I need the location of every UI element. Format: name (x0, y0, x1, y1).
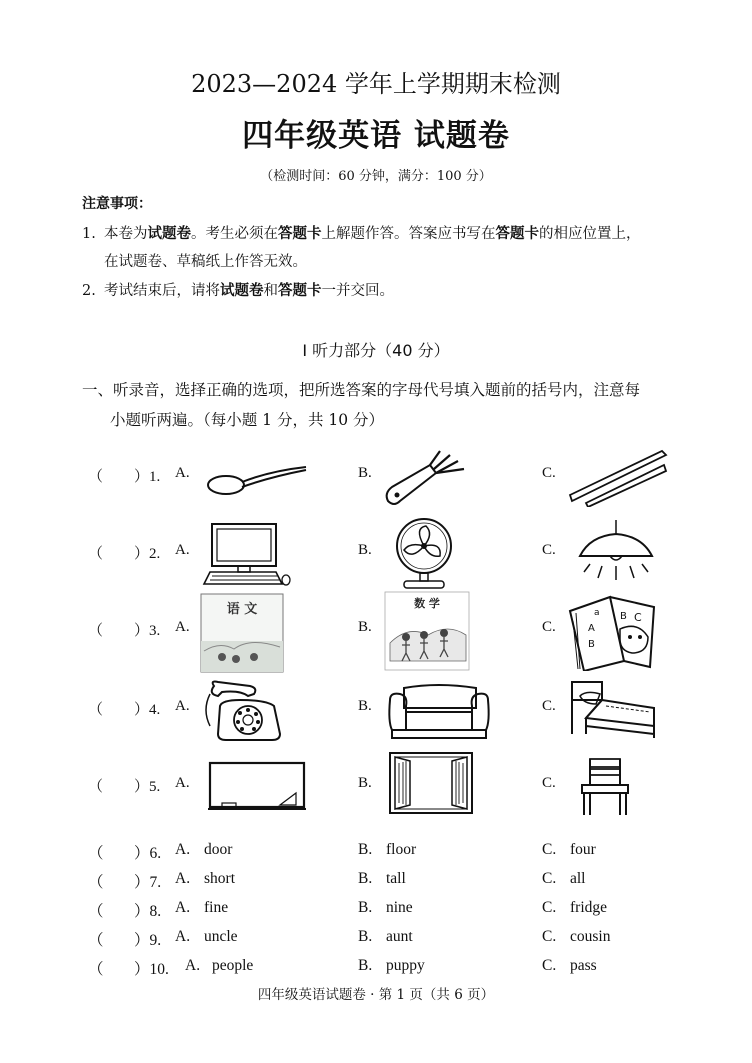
question-number: ）4. (134, 702, 161, 718)
answer-paren[interactable]: （ (88, 903, 104, 920)
notice-text: 一并交回。 (321, 283, 394, 299)
chair-icon (574, 755, 636, 819)
notice-item-2 (82, 277, 394, 305)
paper-title: 四年级英语 试题卷 (242, 118, 510, 154)
option-b-text: floor (386, 841, 417, 858)
svg-text:B: B (588, 639, 595, 650)
part1-instruction-line2: 小题听两遍。（每小题 1 分，共 10 分） (110, 411, 385, 429)
question-number: ）8. (134, 903, 162, 920)
option-c-label: C. (542, 698, 556, 714)
question-row-5 (0, 745, 752, 825)
option-b-text: tall (386, 870, 406, 887)
option-c-text: fridge (570, 899, 608, 916)
spoon-icon (200, 449, 312, 509)
question-row-7 (0, 870, 752, 894)
lamp-icon (570, 520, 662, 584)
notice-bold: 答题卡 (278, 225, 322, 242)
notice-text: 。考生必须在 (191, 226, 278, 242)
question-number: ）7. (134, 874, 162, 891)
svg-text:a: a (594, 608, 600, 618)
option-c-label: C. (542, 542, 556, 558)
option-a-label: A. (175, 870, 191, 887)
notice-bold: 答题卡 (495, 225, 539, 242)
notice-heading: 注意事项： (82, 196, 152, 212)
option-a-label: A. (175, 542, 190, 558)
option-a-label: A. (175, 698, 190, 714)
blackboard-icon (206, 761, 308, 813)
option-a-label: A. (185, 957, 201, 974)
svg-text:A: A (588, 623, 595, 634)
question-number: ）6. (134, 845, 162, 862)
notice-bold: 试题卷 (147, 225, 191, 242)
option-b-label: B. (358, 542, 372, 558)
option-b-label: B. (358, 698, 372, 714)
option-c-text: pass (570, 957, 597, 974)
fan-icon (386, 516, 462, 590)
option-c-text: four (570, 841, 596, 858)
question-row-2 (0, 514, 752, 594)
notice-text: 本卷为 (104, 226, 148, 242)
question-row-6 (0, 841, 752, 865)
question-number: ）1. (134, 469, 161, 485)
option-a-label: A. (175, 465, 190, 481)
question-row-8 (0, 899, 752, 923)
computer-icon (200, 520, 292, 588)
option-a-label: A. (175, 619, 190, 635)
window-icon (388, 751, 474, 815)
question-number: ）5. (134, 779, 161, 795)
option-b-label: B. (358, 775, 372, 791)
bed-icon (566, 678, 658, 742)
notice-item-1 (82, 220, 641, 248)
option-a-label: A. (175, 899, 191, 916)
option-a-text: people (212, 957, 254, 974)
option-a-text: uncle (204, 928, 238, 945)
option-b-label: B. (358, 957, 373, 974)
option-b-text: puppy (386, 957, 425, 974)
math-book-icon (384, 591, 470, 671)
book-title: 数 学 (414, 597, 440, 610)
option-b-label: B. (358, 870, 373, 887)
question-number: ）3. (134, 623, 161, 639)
option-b-label: B. (358, 465, 372, 481)
exam-title: 2023—2024 学年上学期期末检测 (191, 70, 561, 98)
question-row-10 (0, 957, 752, 981)
answer-paren[interactable]: （ (88, 961, 104, 978)
question-number: ）9. (134, 932, 162, 949)
option-c-text: cousin (570, 928, 611, 945)
option-c-label: C. (542, 870, 557, 887)
book-title: 语 文 (226, 602, 258, 617)
page-footer: 四年级英语试题卷 · 第 1 页（共 6 页） (257, 987, 495, 1003)
section-title: Ⅰ 听力部分（40 分） (302, 341, 450, 360)
option-b-label: B. (358, 928, 373, 945)
english-book-icon (566, 591, 662, 671)
question-row-4 (0, 668, 752, 748)
notice-item-1-num: 1. (82, 226, 96, 242)
answer-paren[interactable]: （ (88, 469, 104, 485)
option-c-label: C. (542, 957, 557, 974)
notice-text: 的相应位置上， (539, 226, 641, 242)
option-a-label: A. (175, 841, 191, 858)
option-b-text: nine (386, 899, 413, 916)
svg-text:B: B (620, 611, 627, 622)
notice-bold: 答题卡 (278, 282, 322, 299)
question-row-3 (0, 591, 752, 671)
option-a-label: A. (175, 775, 190, 791)
option-c-label: C. (542, 465, 556, 481)
option-a-text: short (204, 870, 235, 887)
option-b-label: B. (358, 841, 373, 858)
option-a-label: A. (175, 928, 191, 945)
option-c-label: C. (542, 841, 557, 858)
answer-paren[interactable]: （ (88, 702, 104, 718)
notice-item-2-num: 2. (82, 283, 96, 299)
sofa-icon (386, 682, 492, 742)
answer-paren[interactable]: （ (88, 845, 104, 862)
option-b-label: B. (358, 899, 373, 916)
notice-text: 上解题作答。答案应书写在 (321, 226, 496, 242)
answer-paren[interactable]: （ (88, 779, 104, 795)
part1-instruction: 一、听录音，选择正确的选项，把所选答案的字母代号填入题前的括号内，注意每 (82, 381, 641, 399)
question-row-9 (0, 928, 752, 952)
option-c-label: C. (542, 899, 557, 916)
notice-item-1-line2: 在试题卷、草稿纸上作答无效。 (104, 254, 307, 270)
chinese-book-icon (200, 593, 284, 673)
option-c-text: all (570, 870, 586, 887)
question-number: ）2. (134, 546, 161, 562)
answer-paren[interactable]: （ (88, 874, 104, 891)
notice-text: 考试结束后，请将 (104, 283, 220, 299)
exam-info: （检测时间：60 分钟，满分：100 分） (260, 169, 492, 184)
option-c-label: C. (542, 619, 556, 635)
phone-icon (200, 680, 290, 744)
question-row-1 (0, 437, 752, 517)
option-a-text: door (204, 841, 233, 858)
option-b-text: aunt (386, 928, 413, 945)
answer-paren[interactable]: （ (88, 932, 104, 949)
answer-paren[interactable]: （ (88, 623, 104, 639)
question-number: ）10. (134, 961, 169, 978)
option-c-label: C. (542, 775, 556, 791)
chopsticks-icon (566, 447, 670, 507)
option-c-label: C. (542, 928, 557, 945)
option-a-text: fine (204, 899, 229, 916)
option-b-label: B. (358, 619, 372, 635)
notice-text: 和 (263, 283, 278, 299)
fork-icon (380, 443, 475, 509)
answer-paren[interactable]: （ (88, 546, 104, 562)
notice-bold: 试题卷 (220, 282, 264, 299)
svg-text:C: C (634, 611, 642, 624)
